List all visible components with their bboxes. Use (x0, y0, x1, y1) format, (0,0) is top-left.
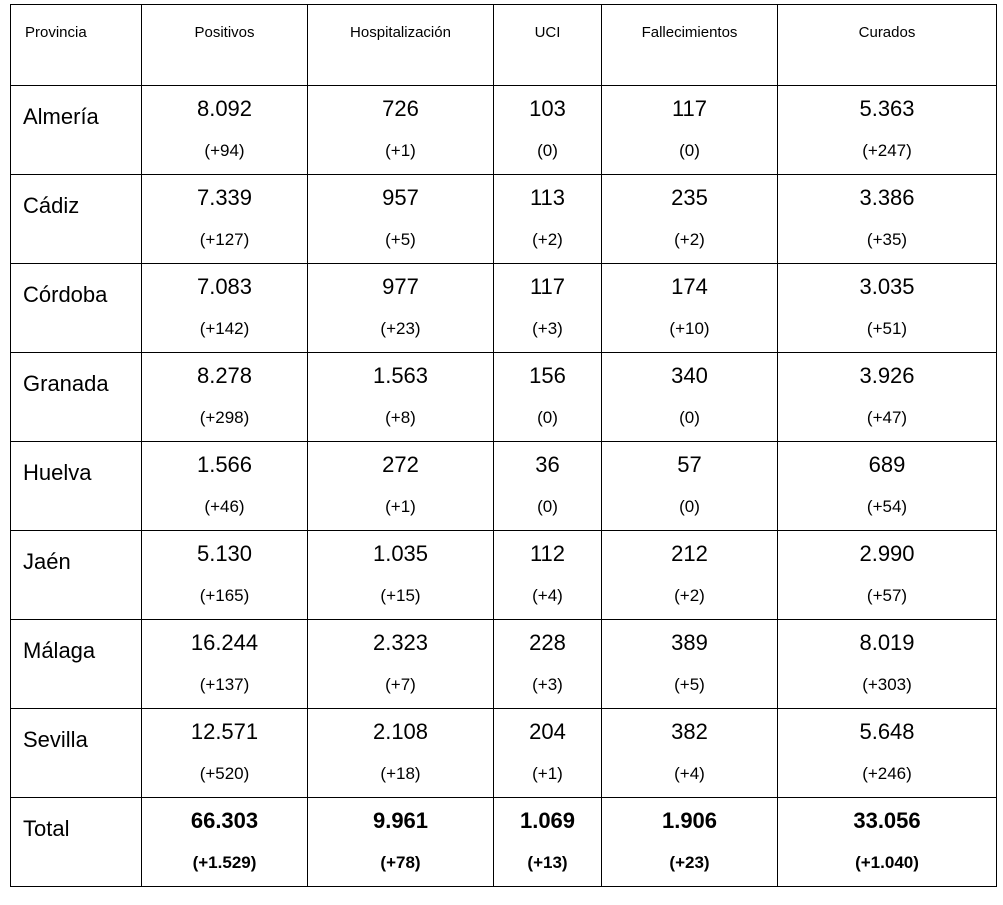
cell-change: (+51) (866, 319, 908, 338)
cell-value: 1.566 (196, 452, 253, 477)
cell-change: (+4) (532, 586, 563, 605)
cell-change: (+298) (199, 408, 250, 427)
cell-change: (+1.040) (855, 853, 919, 872)
cell-value: 1.563 (372, 363, 429, 388)
cell-value: 3.386 (859, 185, 915, 210)
column-header: Fallecimientos (602, 5, 778, 86)
data-cell (602, 620, 778, 709)
data-cell (142, 86, 308, 175)
covid-table-container (10, 4, 996, 894)
data-cell (602, 353, 778, 442)
table-row (11, 709, 997, 798)
cell-value: 1.035 (372, 541, 429, 566)
cell-value: 977 (382, 274, 419, 299)
data-cell (308, 353, 494, 442)
cell-value: 5.130 (196, 541, 253, 566)
cell-value: 235 (671, 185, 708, 210)
data-cell (142, 175, 308, 264)
table-row (11, 353, 997, 442)
cell-value: 382 (671, 719, 708, 744)
cell-change: (+3) (532, 319, 563, 338)
cell-change: (0) (537, 141, 558, 160)
cell-change: (0) (679, 497, 700, 516)
province-name: Sevilla (11, 709, 142, 798)
data-cell (778, 353, 997, 442)
province-name: Cádiz (11, 175, 142, 264)
data-cell (142, 442, 308, 531)
cell-value: 2.323 (372, 630, 429, 655)
province-name: Málaga (11, 620, 142, 709)
cell-change: (0) (679, 408, 700, 427)
cell-change: (+94) (204, 141, 245, 160)
cell-change: (+303) (862, 675, 912, 694)
cell-change: (+18) (380, 764, 421, 783)
table-header (11, 5, 997, 86)
column-header: Hospitalización (308, 5, 494, 86)
cell-value: 5.363 (859, 96, 915, 121)
cell-change: (+46) (204, 497, 245, 516)
cell-change: (+2) (674, 586, 705, 605)
cell-change: (+247) (862, 141, 912, 160)
data-cell (494, 442, 602, 531)
cell-value: 8.092 (196, 96, 253, 121)
cell-value: 212 (671, 541, 708, 566)
cell-change: (+1) (385, 497, 416, 516)
cell-value: 689 (868, 452, 906, 477)
province-name: Total (11, 798, 142, 887)
data-cell (494, 353, 602, 442)
data-cell (142, 709, 308, 798)
province-name: Córdoba (11, 264, 142, 353)
data-cell (494, 264, 602, 353)
data-cell (778, 264, 997, 353)
province-name: Almería (11, 86, 142, 175)
data-cell (602, 175, 778, 264)
data-cell (142, 798, 308, 887)
data-cell (602, 442, 778, 531)
table-row (11, 442, 997, 531)
cell-change: (+246) (862, 764, 912, 783)
cell-change: (+10) (669, 319, 710, 338)
data-cell (602, 86, 778, 175)
cell-change: (+7) (385, 675, 416, 694)
data-cell (778, 798, 997, 887)
data-cell (142, 531, 308, 620)
data-cell (602, 709, 778, 798)
cell-change: (+57) (866, 586, 908, 605)
data-cell (308, 175, 494, 264)
data-cell (308, 620, 494, 709)
data-cell (308, 531, 494, 620)
cell-change: (+142) (199, 319, 250, 338)
cell-value: 174 (671, 274, 708, 299)
province-name: Jaén (11, 531, 142, 620)
cell-change: (+1.529) (192, 853, 257, 872)
data-cell (494, 798, 602, 887)
cell-change: (+47) (866, 408, 908, 427)
table-row (11, 86, 997, 175)
table-row (11, 620, 997, 709)
cell-change: (+15) (380, 586, 421, 605)
data-cell (308, 86, 494, 175)
cell-change: (+3) (532, 675, 563, 694)
table-row (11, 531, 997, 620)
cell-value: 204 (529, 719, 566, 744)
cell-value: 33.056 (853, 808, 921, 833)
cell-change: (+13) (527, 853, 568, 872)
cell-change: (+5) (674, 675, 705, 694)
data-cell (142, 620, 308, 709)
total-row (11, 798, 997, 887)
data-cell (494, 86, 602, 175)
data-cell (494, 531, 602, 620)
cell-value: 8.278 (196, 363, 253, 388)
cell-value: 389 (671, 630, 708, 655)
data-cell (778, 531, 997, 620)
cell-value: 112 (529, 541, 566, 566)
data-cell (602, 798, 778, 887)
cell-value: 9.961 (372, 808, 429, 833)
cell-value: 2.990 (859, 541, 915, 566)
cell-value: 7.083 (196, 274, 253, 299)
cell-value: 8.019 (859, 630, 915, 655)
cell-value: 12.571 (190, 719, 259, 744)
cell-change: (+2) (674, 230, 705, 249)
cell-change: (+2) (532, 230, 563, 249)
cell-change: (+137) (199, 675, 250, 694)
cell-value: 3.926 (859, 363, 915, 388)
data-cell (778, 175, 997, 264)
cell-change: (+1) (532, 764, 563, 783)
cell-change: (+5) (385, 230, 416, 249)
cell-value: 36 (535, 452, 560, 477)
cell-change: (+520) (199, 764, 250, 783)
column-header: Provincia (11, 5, 142, 86)
cell-value: 340 (671, 363, 708, 388)
cell-change: (+23) (669, 853, 710, 872)
table-row (11, 175, 997, 264)
cell-change: (+165) (199, 586, 250, 605)
data-cell (778, 86, 997, 175)
cell-value: 1.906 (661, 808, 718, 833)
data-cell (778, 709, 997, 798)
cell-change: (0) (679, 141, 700, 160)
data-cell (778, 620, 997, 709)
cell-value: 2.108 (372, 719, 429, 744)
column-header: UCI (494, 5, 602, 86)
cell-change: (+35) (866, 230, 908, 249)
data-cell (494, 175, 602, 264)
cell-value: 117 (529, 274, 566, 299)
cell-value: 726 (382, 96, 419, 121)
cell-change: (+54) (866, 497, 908, 516)
header-row (11, 5, 997, 86)
cell-change: (+78) (380, 853, 421, 872)
data-cell (602, 264, 778, 353)
data-cell (602, 531, 778, 620)
cell-value: 57 (677, 452, 702, 477)
cell-value: 7.339 (196, 185, 253, 210)
cell-value: 66.303 (190, 808, 259, 833)
column-header: Curados (778, 5, 997, 86)
data-cell (142, 353, 308, 442)
data-cell (778, 442, 997, 531)
province-name: Huelva (11, 442, 142, 531)
cell-change: (+1) (385, 141, 416, 160)
cell-change: (+8) (385, 408, 416, 427)
cell-change: (0) (537, 408, 558, 427)
cell-value: 113 (529, 185, 566, 210)
cell-value: 5.648 (859, 719, 915, 744)
cell-value: 272 (382, 452, 419, 477)
cell-change: (+23) (380, 319, 421, 338)
cell-change: (+127) (199, 230, 250, 249)
cell-value: 1.069 (519, 808, 576, 833)
data-cell (308, 798, 494, 887)
data-cell (308, 264, 494, 353)
cell-change: (0) (537, 497, 558, 516)
column-header: Positivos (142, 5, 308, 86)
cell-value: 117 (671, 96, 708, 121)
cell-value: 156 (529, 363, 566, 388)
cell-value: 103 (529, 96, 566, 121)
cell-value: 957 (382, 185, 419, 210)
cell-value: 228 (529, 630, 566, 655)
data-cell (142, 264, 308, 353)
table-row (11, 264, 997, 353)
data-cell (494, 620, 602, 709)
data-cell (494, 709, 602, 798)
cell-change: (+4) (674, 764, 705, 783)
cell-value: 3.035 (859, 274, 915, 299)
data-cell (308, 442, 494, 531)
province-name: Granada (11, 353, 142, 442)
cell-value: 16.244 (190, 630, 259, 655)
table-body (11, 86, 997, 887)
data-cell (308, 709, 494, 798)
covid-data-table (10, 4, 997, 887)
